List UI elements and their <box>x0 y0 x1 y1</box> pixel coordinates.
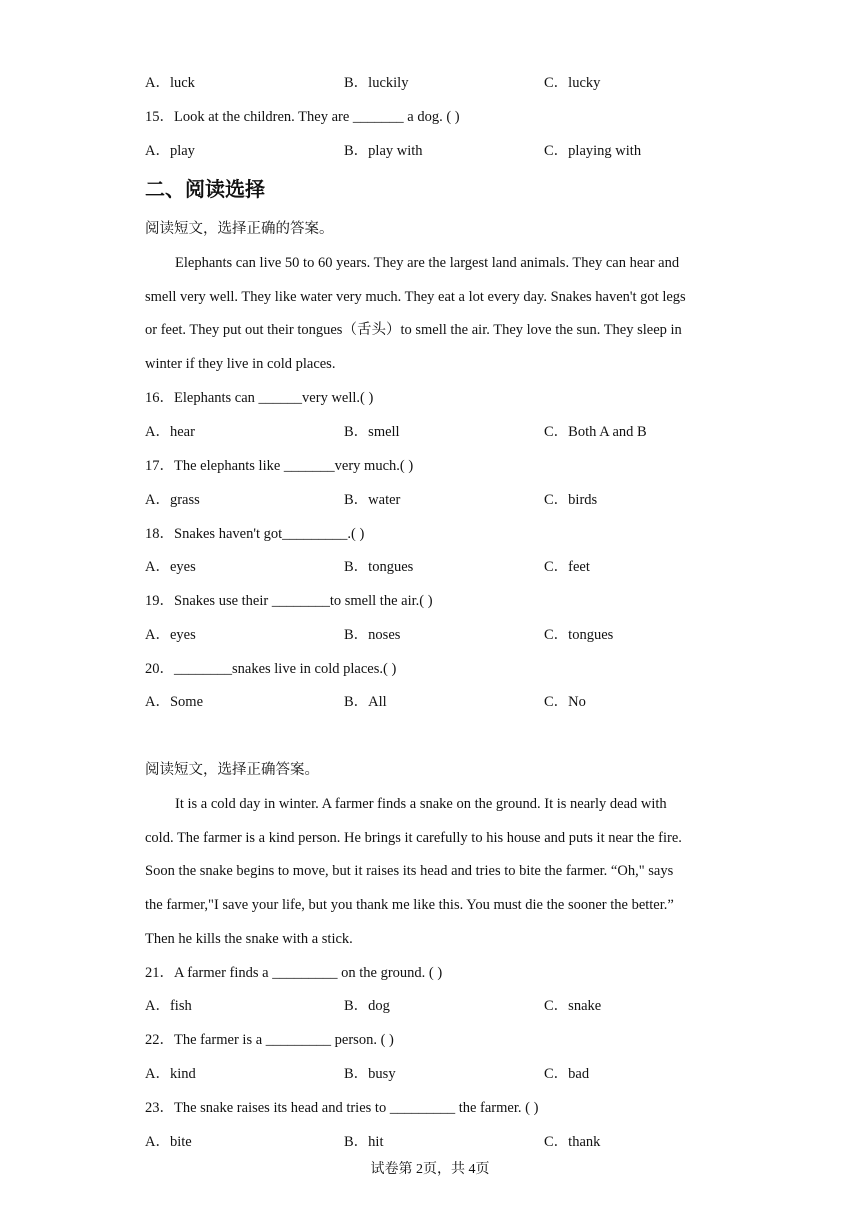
q23-options <box>145 1132 745 1152</box>
q16-options <box>145 422 745 442</box>
passage2-line-2: cold. The farmer is a kind person. He brings it carefully to his house and puts it near the fire. <box>145 830 682 846</box>
q22-option-a[interactable]: A．kind <box>145 1066 196 1082</box>
q22-stem: 22．The farmer is a _________ person. ( ) <box>145 1032 394 1048</box>
q16-option-c[interactable]: C．Both A and B <box>544 424 647 440</box>
q14-option-c[interactable]: C．lucky <box>544 75 601 91</box>
q20-stem: 20．________snakes live in cold places.( ) <box>145 661 397 677</box>
q16-stem: 16．Elephants can ______very well.( ) <box>145 390 374 406</box>
q18-stem: 18．Snakes haven't got_________.( ) <box>145 526 365 542</box>
q18-options <box>145 557 745 577</box>
q17-option-a[interactable]: A．grass <box>145 492 200 508</box>
q21-option-a[interactable]: A．fish <box>145 998 192 1014</box>
q15-option-b[interactable]: B．play with <box>344 143 423 159</box>
q18-option-c[interactable]: C．feet <box>544 559 590 575</box>
q23-stem: 23．The snake raises its head and tries to _________ the farmer. ( ) <box>145 1100 539 1116</box>
passage2-instruction: 阅读短文，选择正确答案。 <box>145 762 319 778</box>
q17-option-c[interactable]: C．birds <box>544 492 598 508</box>
q21-option-c[interactable]: C．snake <box>544 998 602 1014</box>
q14-option-b[interactable]: B．luckily <box>344 75 409 91</box>
q21-stem: 21．A farmer finds a _________ on the ground. ( ) <box>145 965 443 981</box>
q22-option-c[interactable]: C．bad <box>544 1066 590 1082</box>
q23-option-b[interactable]: B．hit <box>344 1134 384 1150</box>
q22-options <box>145 1064 745 1084</box>
q23-option-a[interactable]: A．bite <box>145 1134 192 1150</box>
q19-option-a[interactable]: A．eyes <box>145 627 196 643</box>
passage1-line-4: winter if they live in cold places. <box>145 356 336 372</box>
q20-option-b[interactable]: B．All <box>344 694 387 710</box>
q18-option-b[interactable]: B．tongues <box>344 559 414 575</box>
page-footer: 试卷第 2页，共 4页 <box>370 1162 490 1177</box>
q20-option-c[interactable]: C．No <box>544 694 586 710</box>
q21-options <box>145 996 745 1016</box>
q21-option-b[interactable]: B．dog <box>344 998 390 1014</box>
q15-stem: 15．Look at the children. They are _______ a dog. ( ) <box>145 109 460 125</box>
q16-option-b[interactable]: B．smell <box>344 424 400 440</box>
q17-options <box>145 490 745 510</box>
q19-option-b[interactable]: B．noses <box>344 627 401 643</box>
q18-option-a[interactable]: A．eyes <box>145 559 196 575</box>
q15-option-c[interactable]: C．playing with <box>544 143 642 159</box>
q15-options <box>145 141 745 161</box>
q20-option-a[interactable]: A．Some <box>145 694 203 710</box>
q16-option-a[interactable]: A．hear <box>145 424 195 440</box>
q22-option-b[interactable]: B．busy <box>344 1066 396 1082</box>
passage2-line-3: Soon the snake begins to move, but it raises its head and tries to bite the farmer. “Oh," says <box>145 863 674 879</box>
q19-option-c[interactable]: C．tongues <box>544 627 614 643</box>
q19-options <box>145 625 745 645</box>
passage2-line-5: Then he kills the snake with a stick. <box>145 931 353 947</box>
passage1-line-2: smell very well. They like water very much. They eat a lot every day. Snakes haven't got legs <box>145 289 686 305</box>
q17-stem: 17．The elephants like _______very much.( ) <box>145 458 414 474</box>
q23-option-c[interactable]: C．thank <box>544 1134 601 1150</box>
q19-stem: 19．Snakes use their ________to smell the air.( ) <box>145 593 433 609</box>
q17-option-b[interactable]: B．water <box>344 492 401 508</box>
passage2-line-4: the farmer,"I save your life, but you thank me like this. You must die the sooner the better.” <box>145 897 674 913</box>
passage1-line-1: Elephants can live 50 to 60 years. They are the largest land animals. They can hear and <box>175 255 680 271</box>
q20-options <box>145 692 745 712</box>
q14-option-a[interactable]: A．luck <box>145 75 195 91</box>
section-heading: 二、阅读选择 <box>145 177 265 201</box>
passage2-line-1: It is a cold day in winter. A farmer finds a snake on the ground. It is nearly dead with <box>175 796 667 812</box>
passage1-line-3: or feet. They put out their tongues（舌头）to smell the air. They love the sun. They sleep in <box>145 322 682 338</box>
q14-options <box>145 73 745 93</box>
passage1-instruction: 阅读短文，选择正确的答案。 <box>145 221 334 237</box>
q15-option-a[interactable]: A．play <box>145 143 195 159</box>
